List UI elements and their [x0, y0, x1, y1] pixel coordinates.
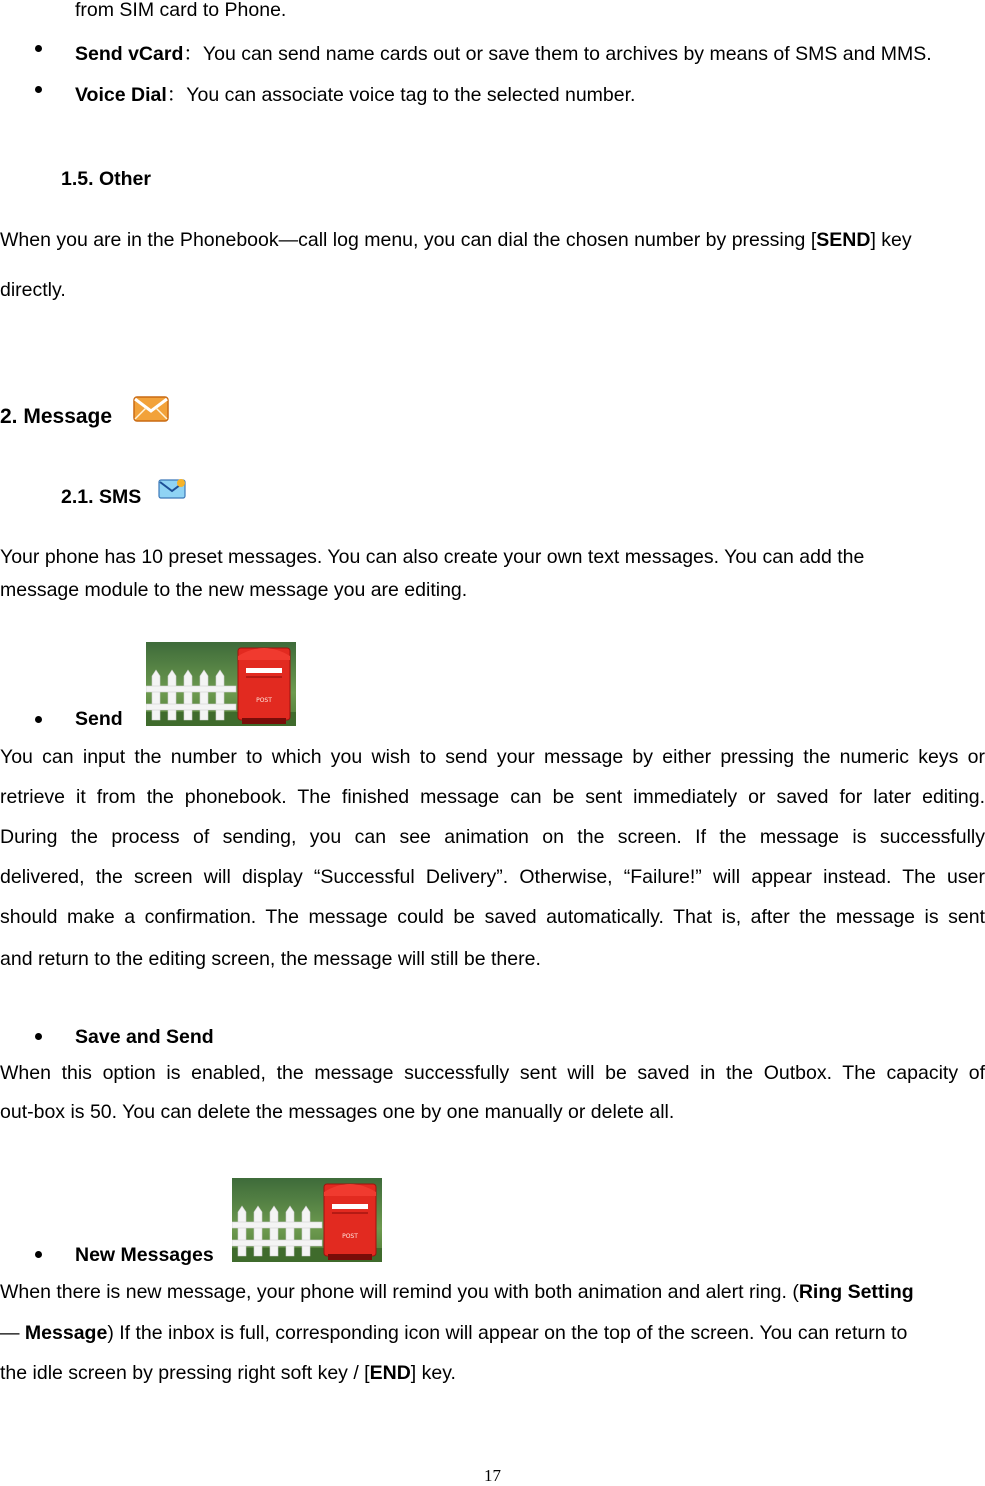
message-term: Message — [24, 1322, 108, 1344]
bullet-text: You can associate voice tag to the selected number. — [186, 84, 636, 106]
mailbox-stamp-text: POST — [342, 1233, 358, 1240]
section-heading-2: 2. Message — [0, 405, 113, 428]
text-span: ] key — [870, 229, 912, 251]
section-heading-1-5: 1.5. Other — [61, 168, 151, 190]
key-name-end: END — [369, 1362, 411, 1384]
sms-envelope-icon — [158, 478, 186, 500]
section-1-5-text-line-2: directly. — [0, 279, 66, 301]
bullet-dot — [35, 716, 42, 723]
page-number: 17 — [484, 1466, 501, 1485]
fence-mailbox-image — [232, 1178, 382, 1262]
new-messages-line-2 — [0, 1322, 907, 1345]
mailbox-stamp-text: POST — [256, 697, 272, 704]
new-messages-line-3 — [0, 1362, 456, 1385]
send-para-line-1: You can input the number to which you wish to send your message by either pressing the numeric keys or — [0, 746, 985, 768]
text-span: ) If the inbox is full, corresponding icon will appear on the top of the screen. You can return to — [107, 1322, 908, 1344]
save-and-send-label: Save and Send — [75, 1026, 214, 1048]
ring-setting-term: Ring Setting — [798, 1281, 914, 1303]
send-para-line-3: During the process of sending, you can see animation on the screen. If the message is successfully — [0, 826, 985, 848]
send-para-line-5: should make a confirmation. The message could be saved automatically. That is, after the message is sent — [0, 906, 985, 928]
bullet-separator: ： — [183, 43, 203, 65]
send-para-line-4: delivered, the screen will display “Successful Delivery”. Otherwise, “Failure!” will appear instead. The user — [0, 866, 985, 888]
continuation-text: from SIM card to Phone. — [75, 0, 287, 21]
key-name-send: SEND — [816, 229, 871, 251]
save-send-para-line-1: When this option is enabled, the message successfully sent will be saved in the Outbox. The capacity of — [0, 1062, 985, 1084]
dash: — — [0, 1322, 20, 1344]
bullet-separator: ： — [166, 84, 187, 106]
text-span: When you are in the Phonebook—call log menu, you can dial the chosen number by pressing [ — [0, 229, 817, 251]
text-span: When there is new message, your phone will remind you with both animation and alert ring. ( — [0, 1281, 799, 1303]
sms-para-line-2: message module to the new message you are editing. — [0, 579, 468, 601]
bullet-dot — [35, 45, 42, 52]
send-para-line-6: and return to the editing screen, the message will still be there. — [0, 948, 541, 970]
bullet-voice-dial — [75, 79, 635, 107]
new-messages-label: New Messages — [75, 1244, 214, 1266]
section-heading-2-1: 2.1. SMS — [61, 486, 142, 508]
bullet-term: Voice Dial — [75, 84, 167, 106]
envelope-icon — [133, 396, 169, 422]
bullet-text: You can send name cards out or save them to archives by means of SMS and MMS. — [202, 43, 932, 65]
bullet-dot — [35, 1251, 42, 1258]
new-messages-line-1 — [0, 1281, 914, 1304]
send-para-line-2: retrieve it from the phonebook. The finished message can be sent immediately or saved for later editing. — [0, 786, 985, 808]
save-send-para-line-2: out-box is 50. You can delete the messages one by one manually or delete all. — [0, 1101, 675, 1123]
bullet-term: Send vCard — [75, 43, 184, 65]
sms-para-line-1: Your phone has 10 preset messages. You can also create your own text messages. You can add the — [0, 546, 865, 568]
bullet-dot — [35, 1033, 42, 1040]
section-1-5-text-line-1 — [0, 229, 912, 252]
text-span: the idle screen by pressing right soft key / [ — [0, 1362, 370, 1384]
fence-mailbox-image — [146, 642, 296, 726]
bullet-dot — [35, 86, 42, 93]
text-span: ] key. — [410, 1362, 456, 1384]
send-label: Send — [75, 708, 123, 730]
bullet-send-vcard — [75, 38, 932, 66]
